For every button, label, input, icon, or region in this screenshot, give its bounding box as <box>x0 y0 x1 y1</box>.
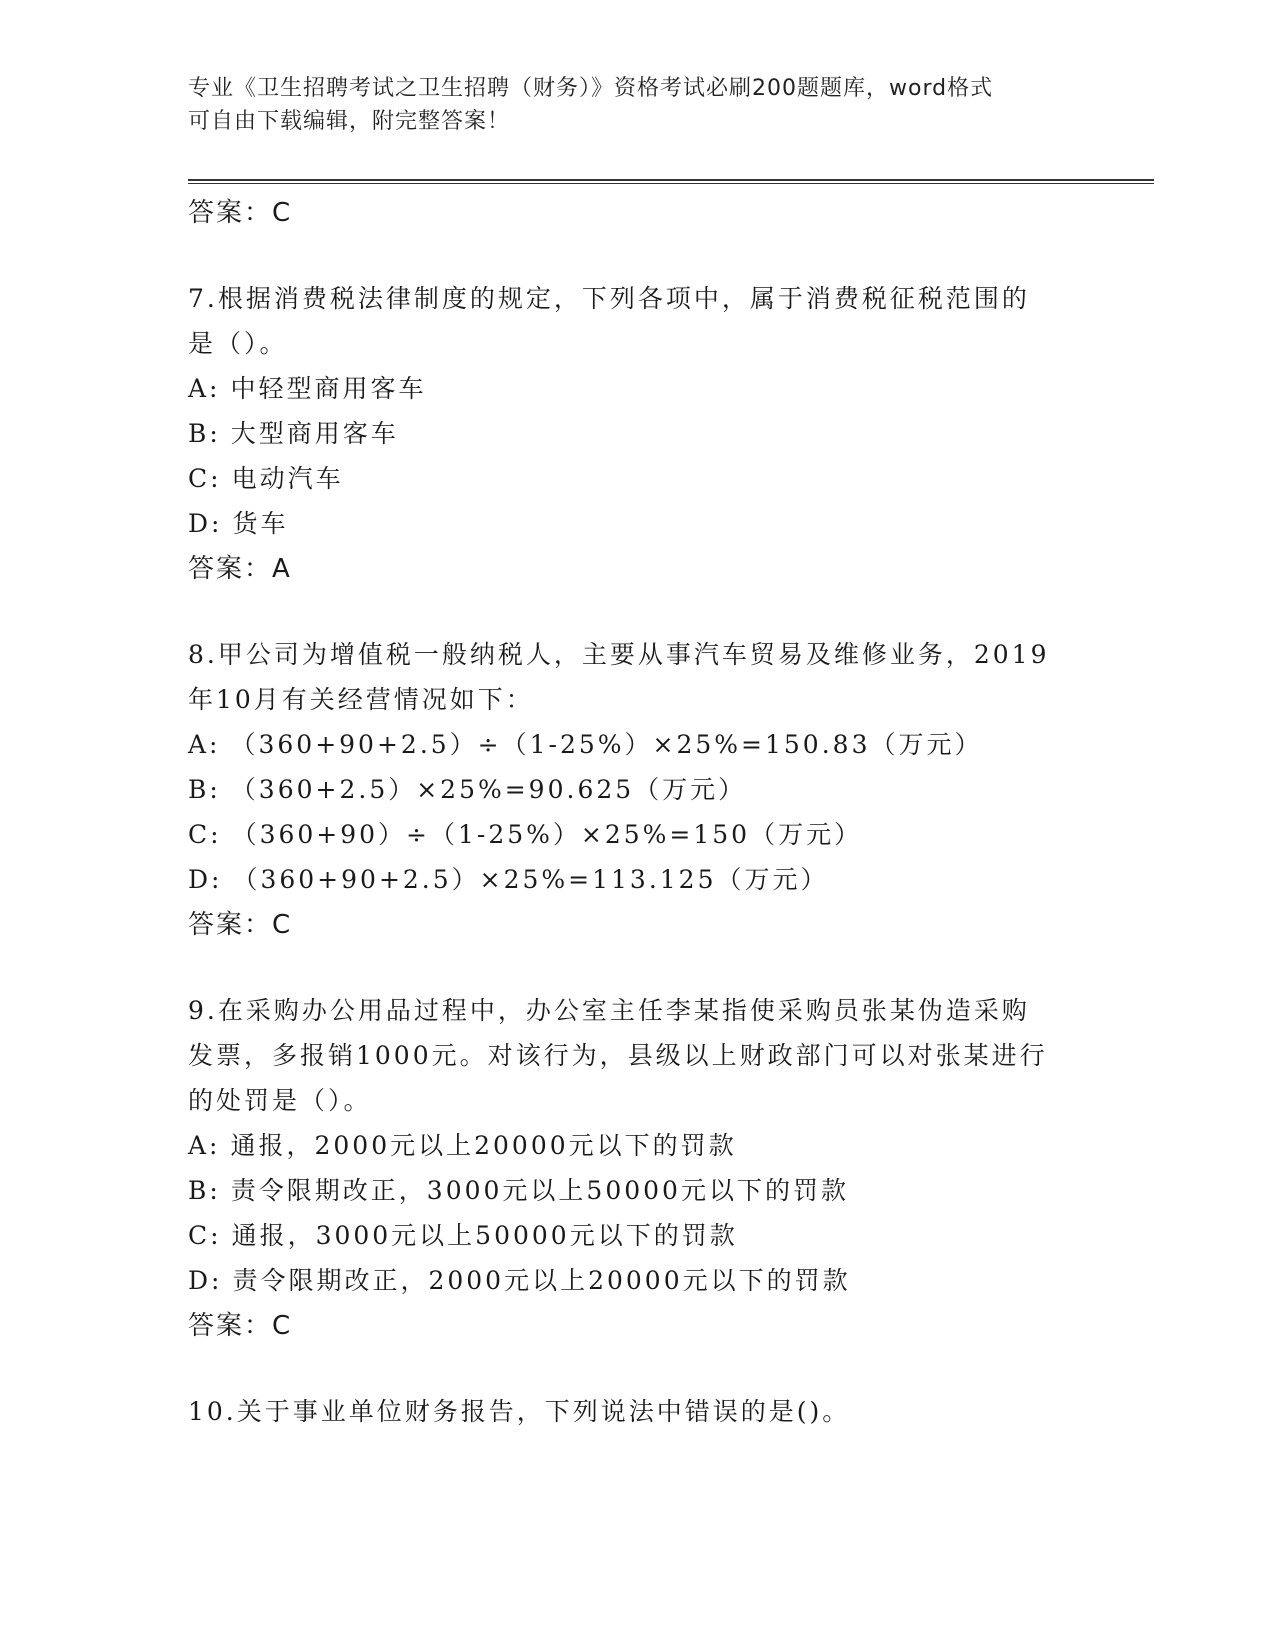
question-text-line: 是（）。 <box>188 329 288 358</box>
option-c <box>188 812 1088 857</box>
option-label: A: <box>188 374 221 403</box>
header-line-1: 专业《卫生招聘考试之卫生招聘（财务）》资格考试必刷200题题库，word格式 <box>188 76 994 101</box>
option-a <box>188 1123 1088 1168</box>
spacer <box>188 1349 1088 1389</box>
header-divider-thin <box>188 183 1154 184</box>
option-label: D: <box>188 865 223 894</box>
option-label: B: <box>188 1176 221 1205</box>
option-text: 货车 <box>232 509 289 538</box>
option-d <box>188 501 1088 546</box>
spacer <box>188 948 1088 988</box>
question-text-line: 年10月有关经营情况如下： <box>188 685 534 714</box>
option-text: （360+90+2.5）÷（1-25%）×25%=150.83（万元） <box>230 730 983 759</box>
question-text-line: 7.根据消费税法律制度的规定，下列各项中，属于消费税征税范围的 <box>188 284 1030 313</box>
document-header <box>188 72 1068 138</box>
option-label: A: <box>188 1131 221 1160</box>
option-b <box>188 411 1088 456</box>
spacer <box>188 592 1088 632</box>
header-divider-thick <box>188 179 1154 181</box>
option-d <box>188 1258 1088 1303</box>
option-text: （360+90+2.5）×25%=113.125（万元） <box>232 865 829 894</box>
answer-line: 答案：A <box>188 554 292 584</box>
option-label: C: <box>188 820 222 849</box>
option-c <box>188 456 1088 501</box>
option-text: 责令限期改正，3000元以上50000元以下的罚款 <box>230 1176 849 1205</box>
option-c <box>188 1213 1088 1258</box>
option-text: 大型商用客车 <box>230 419 399 448</box>
option-text: 责令限期改正，2000元以上20000元以下的罚款 <box>232 1266 851 1295</box>
question-text-line: 的处罚是（）。 <box>188 1086 372 1115</box>
option-text: 电动汽车 <box>231 464 344 493</box>
question-text-line: 9.在采购办公用品过程中，办公室主任李某指使采购员张某伪造采购 <box>188 996 1030 1025</box>
option-text: 通报，2000元以上20000元以下的罚款 <box>230 1131 737 1160</box>
question-text-line: 发票，多报销1000元。对该行为，县级以上财政部门可以对张某进行 <box>188 1041 1048 1070</box>
option-text: （360+90）÷（1-25%）×25%=150（万元） <box>231 820 863 849</box>
question-list <box>188 190 1088 1434</box>
option-b <box>188 1168 1088 1213</box>
answer-line: 答案：C <box>188 198 293 228</box>
question-block <box>188 988 1088 1349</box>
question-text-line: 10.关于事业单位财务报告，下列说法中错误的是()。 <box>188 1397 851 1426</box>
option-label: D: <box>188 1266 223 1295</box>
option-a <box>188 722 1088 767</box>
question-block <box>188 1389 1088 1434</box>
option-b <box>188 767 1088 812</box>
answer-line: 答案：C <box>188 910 293 940</box>
header-line-2: 可自由下载编辑，附完整答案！ <box>188 109 511 134</box>
option-text: 中轻型商用客车 <box>230 374 427 403</box>
option-a <box>188 366 1088 411</box>
answer-line: 答案：C <box>188 1311 293 1341</box>
question-block <box>188 632 1088 948</box>
option-text: （360+2.5）×25%=90.625（万元） <box>230 775 747 804</box>
spacer <box>188 236 1088 276</box>
option-label: B: <box>188 775 221 804</box>
option-label: D: <box>188 509 223 538</box>
question-text-line: 8.甲公司为增值税一般纳税人，主要从事汽车贸易及维修业务，2019 <box>188 640 1050 669</box>
option-text: 通报，3000元以上50000元以下的罚款 <box>231 1221 738 1250</box>
option-label: C: <box>188 1221 222 1250</box>
option-label: C: <box>188 464 222 493</box>
option-label: B: <box>188 419 221 448</box>
option-label: A: <box>188 730 221 759</box>
question-block <box>188 276 1088 592</box>
option-d <box>188 857 1088 902</box>
